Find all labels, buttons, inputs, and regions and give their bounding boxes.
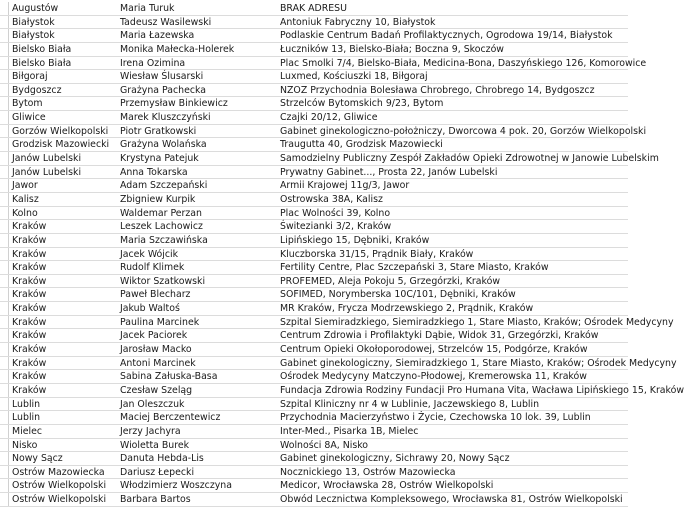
table-row	[0, 479, 628, 493]
table-row	[0, 357, 677, 371]
table-row	[0, 57, 647, 71]
spreadsheet	[0, 2, 684, 507]
table-row	[0, 439, 628, 453]
address-cell[interactable]: Gabinet ginekologiczny, Siemiradzkiego 1, Stare Miasto, Kraków; Ośrodek Medycyny	[280, 357, 677, 369]
name-cell[interactable]: Adam Szczepański	[120, 180, 208, 192]
address-cell[interactable]: NZOZ Przychodnia Bolesława Chrobrego, Chrobrego 14, Bydgoszcz	[280, 84, 595, 96]
name-cell[interactable]: Danuta Hebda-Lis	[120, 453, 204, 465]
city-cell[interactable]: Janów Lubelski	[12, 166, 82, 178]
name-cell[interactable]: Maria Turuk	[120, 3, 175, 14]
city-cell[interactable]: Białystok	[12, 16, 55, 28]
address-cell[interactable]: Prywatny Gabinet..., Prosta 22, Janów Lubelski	[280, 166, 498, 178]
table-row	[0, 384, 684, 398]
city-cell[interactable]: Mielec	[12, 425, 42, 437]
name-cell[interactable]: Jerzy Jachyra	[120, 425, 181, 437]
name-cell[interactable]: Piotr Gratkowski	[120, 125, 197, 137]
address-cell[interactable]: Nocznickiego 13, Ostrów Mazowiecka	[280, 466, 456, 478]
address-cell[interactable]: Wolności 8A, Nisko	[280, 439, 369, 451]
table-body	[0, 2, 684, 507]
city-cell[interactable]: Kraków	[12, 357, 47, 369]
name-cell[interactable]: Dariusz Łepecki	[120, 466, 195, 478]
name-cell[interactable]: Waldemar Perzan	[120, 207, 202, 219]
name-cell[interactable]: Jacek Wójcik	[120, 248, 179, 260]
table-row	[0, 343, 628, 357]
table-row	[0, 97, 628, 111]
table-row	[0, 425, 628, 439]
city-cell[interactable]: Gorzów Wielkopolski	[12, 125, 109, 137]
address-cell[interactable]: Traugutta 40, Grodzisk Mazowiecki	[280, 139, 443, 151]
address-cell[interactable]: BRAK ADRESU	[280, 3, 347, 14]
name-cell[interactable]: Zbigniew Kurpik	[120, 193, 196, 205]
name-cell[interactable]: Wiktor Szatkowski	[120, 275, 206, 287]
address-cell[interactable]: Plac Wolności 39, Kolno	[280, 207, 391, 219]
address-cell[interactable]: Ostrowska 38A, Kalisz	[280, 193, 383, 205]
city-cell[interactable]: Jawor	[12, 180, 38, 192]
table-row	[0, 138, 628, 152]
table-row	[0, 452, 628, 466]
table-row	[0, 125, 647, 139]
city-cell[interactable]: Kraków	[12, 275, 47, 287]
city-cell[interactable]: Kraków	[12, 316, 47, 328]
city-cell[interactable]: Kraków	[12, 221, 47, 233]
address-cell[interactable]: Przychodnia Macierzyństwo i Życie, Czechowska 10 lok. 39, Lublin	[280, 412, 591, 424]
city-cell[interactable]: Kraków	[12, 344, 47, 356]
city-cell[interactable]: Kalisz	[12, 193, 39, 205]
city-cell[interactable]: Nisko	[12, 439, 38, 451]
city-cell[interactable]: Kraków	[12, 234, 47, 246]
name-cell[interactable]: Rudolf Klimek	[120, 262, 185, 274]
city-cell[interactable]: Lublin	[12, 412, 41, 424]
address-cell[interactable]: Gabinet ginekologiczno-położniczy, Dworcowa 4 pok. 20, Gorzów Wielkopolski	[280, 125, 647, 137]
name-cell[interactable]: Grażyna Pachecka	[120, 84, 207, 96]
city-cell[interactable]: Kraków	[12, 289, 47, 301]
table-row	[0, 166, 628, 180]
table-row	[0, 111, 628, 125]
table-row	[0, 193, 628, 207]
table-row	[0, 466, 628, 480]
city-cell[interactable]: Biłgoraj	[12, 71, 48, 83]
name-cell[interactable]: Antoni Marcinek	[120, 357, 196, 369]
table-row	[0, 234, 628, 248]
address-cell[interactable]: Luxmed, Kościuszki 18, Biłgoraj	[280, 71, 428, 83]
address-cell[interactable]: Łuczników 13, Bielsko-Biała; Boczna 9, Skoczów	[280, 43, 504, 55]
name-cell[interactable]: Marek Kluszczyński	[120, 112, 211, 124]
name-cell[interactable]: Sabina Załuska-Basa	[120, 371, 218, 383]
address-cell[interactable]: Fertility Centre, Plac Szczepański 3, Stare Miasto, Kraków	[280, 262, 549, 274]
table-row	[0, 288, 628, 302]
table-row	[0, 84, 628, 98]
name-cell[interactable]: Jan Oleszczuk	[120, 398, 185, 410]
address-cell[interactable]: Szpital Siemiradzkiego, Siemiradzkiego 1, Stare Miasto, Kraków; Ośrodek Medycyny	[280, 316, 674, 328]
address-cell[interactable]: Szpital Kliniczny nr 4 w Lublinie, Jaczewskiego 8, Lublin	[280, 398, 540, 410]
city-cell[interactable]: Augustów	[12, 3, 59, 14]
table-row	[0, 29, 628, 43]
city-cell[interactable]: Kraków	[12, 248, 47, 260]
city-cell[interactable]: Nowy Sącz	[12, 453, 63, 465]
table-row	[0, 248, 628, 262]
address-cell[interactable]: Ośrodek Medycyny Matczyno-Płodowej, Kremerowska 11, Kraków	[280, 371, 587, 383]
address-cell[interactable]: Inter-Med., Pisarka 1B, Mielec	[280, 425, 419, 437]
city-cell[interactable]: Ostrów Mazowiecka	[12, 466, 105, 478]
city-cell[interactable]: Ostrów Wielkopolski	[12, 494, 107, 506]
table-row	[0, 493, 628, 507]
table-row	[0, 398, 628, 412]
address-cell[interactable]: Świtezianki 3/2, Kraków	[280, 221, 392, 233]
name-cell[interactable]: Tadeusz Wasilewski	[120, 16, 212, 28]
table-row	[0, 152, 659, 166]
table-row	[0, 2, 628, 16]
table-row	[0, 329, 628, 343]
address-cell[interactable]: Gabinet ginekologiczny, Sichrawy 20, Nowy Sącz	[280, 453, 510, 465]
address-cell[interactable]: Czajki 20/12, Gliwice	[280, 112, 378, 124]
name-cell[interactable]: Jacek Paciorek	[120, 330, 188, 342]
city-cell[interactable]: Kraków	[12, 262, 47, 274]
address-cell[interactable]: PROFEMED, Aleja Pokoju 5, Grzegórzki, Kraków	[280, 275, 501, 287]
table-row	[0, 370, 628, 384]
address-cell[interactable]: Antoniuk Fabryczny 10, Białystok	[280, 16, 436, 28]
table-row	[0, 179, 628, 193]
address-cell[interactable]: Lipińskiego 15, Dębniki, Kraków	[280, 234, 430, 246]
address-cell[interactable]: Obwód Lecznictwa Kompleksowego, Wrocławska 81, Ostrów Wielkopolski	[280, 494, 623, 506]
name-cell[interactable]: Jarosław Macko	[120, 344, 192, 356]
city-cell[interactable]: Janów Lubelski	[12, 153, 82, 165]
city-cell[interactable]: Bydgoszcz	[12, 84, 62, 96]
table-row	[0, 207, 628, 221]
address-cell[interactable]: Centrum Opieki Okołoporodowej, Strzelców 15, Podgórze, Kraków	[280, 344, 588, 356]
name-cell[interactable]: Wioletta Burek	[120, 439, 190, 451]
city-cell[interactable]: Bielsko Biała	[12, 57, 72, 69]
city-cell[interactable]: Kraków	[12, 371, 47, 383]
city-cell[interactable]: Ostrów Wielkopolski	[12, 480, 107, 492]
address-cell[interactable]: Podlaskie Centrum Badań Profilaktycznych, Ogrodowa 19/14, Białystok	[280, 30, 613, 42]
name-cell[interactable]: Leszek Lachowicz	[120, 221, 203, 233]
name-cell[interactable]: Monika Małecka-Holerek	[120, 43, 235, 55]
name-cell[interactable]: Paulina Marcinek	[120, 316, 200, 328]
name-cell[interactable]: Maria Łazewska	[120, 30, 195, 42]
name-cell[interactable]: Włodzimierz Woszczyna	[120, 480, 232, 492]
city-cell[interactable]: Bytom	[12, 98, 43, 110]
city-cell[interactable]: Bielsko Biała	[12, 43, 72, 55]
address-cell[interactable]: Plac Smolki 7/4, Bielsko-Biała, Medicina-Bona, Daszyńskiego 126, Komorowice	[280, 57, 647, 69]
name-cell[interactable]: Czesław Szeląg	[120, 384, 193, 396]
city-cell[interactable]: Gliwice	[12, 112, 46, 124]
city-cell[interactable]: Kraków	[12, 303, 47, 315]
table-row	[0, 261, 628, 275]
address-cell[interactable]: MR Kraków, Fryczа Modrzewskiego 2, Prądnik, Kraków	[280, 303, 534, 315]
name-cell[interactable]: Anna Tokarska	[120, 166, 188, 178]
address-cell[interactable]: Kluczborska 31/15, Prądnik Biały, Kraków	[280, 248, 474, 260]
table-row	[0, 411, 628, 425]
name-cell[interactable]: Irena Ozimina	[120, 57, 186, 69]
table-row	[0, 220, 628, 234]
name-cell[interactable]: Maria Szczawińska	[120, 234, 208, 246]
table-row	[0, 43, 628, 57]
table-row	[0, 275, 628, 289]
city-cell[interactable]: Grodzisk Mazowiecki	[12, 139, 110, 151]
city-cell[interactable]: Kraków	[12, 384, 47, 396]
address-cell[interactable]: Fundacja Zdrowia Rodziny Fundacji Pro Humana Vita, Wacława Lipińskiego 15, Kraków	[280, 384, 684, 396]
name-cell[interactable]: Wiesław Ślusarski	[120, 71, 204, 83]
name-cell[interactable]: Grażyna Wolańska	[120, 139, 207, 151]
name-cell[interactable]: Barbara Bartos	[120, 494, 191, 506]
name-cell[interactable]: Paweł Blecharz	[120, 289, 191, 301]
address-cell[interactable]: Samodzielny Publiczny Zespół Zakładów Opieki Zdrowotnej w Janowie Lubelskim	[280, 153, 659, 165]
table-row	[0, 316, 674, 330]
address-cell[interactable]: SOFIMED, Norymberska 10C/101, Dębniki, Kraków	[280, 289, 516, 301]
name-cell[interactable]: Krystyna Patejuk	[120, 153, 199, 165]
city-cell[interactable]: Kolno	[12, 207, 38, 219]
name-cell[interactable]: Jakub Waltoś	[120, 303, 180, 315]
table-row	[0, 70, 628, 84]
address-cell[interactable]: Centrum Zdrowia i Profilaktyki Dąbie, Widok 31, Grzegórzki, Kraków	[280, 330, 599, 342]
city-cell[interactable]: Białystok	[12, 30, 55, 42]
name-cell[interactable]: Maciej Berczentewicz	[120, 412, 221, 424]
name-cell[interactable]: Przemysław Binkiewicz	[120, 98, 228, 110]
address-cell[interactable]: Strzelców Bytomskich 9/23, Bytom	[280, 98, 444, 110]
table-row	[0, 302, 628, 316]
city-cell[interactable]: Kraków	[12, 330, 47, 342]
table-row	[0, 16, 628, 30]
address-cell[interactable]: Armii Krajowej 11g/3, Jawor	[280, 180, 410, 192]
address-cell[interactable]: Medicor, Wrocławska 28, Ostrów Wielkopolski	[280, 480, 494, 492]
city-cell[interactable]: Lublin	[12, 398, 41, 410]
